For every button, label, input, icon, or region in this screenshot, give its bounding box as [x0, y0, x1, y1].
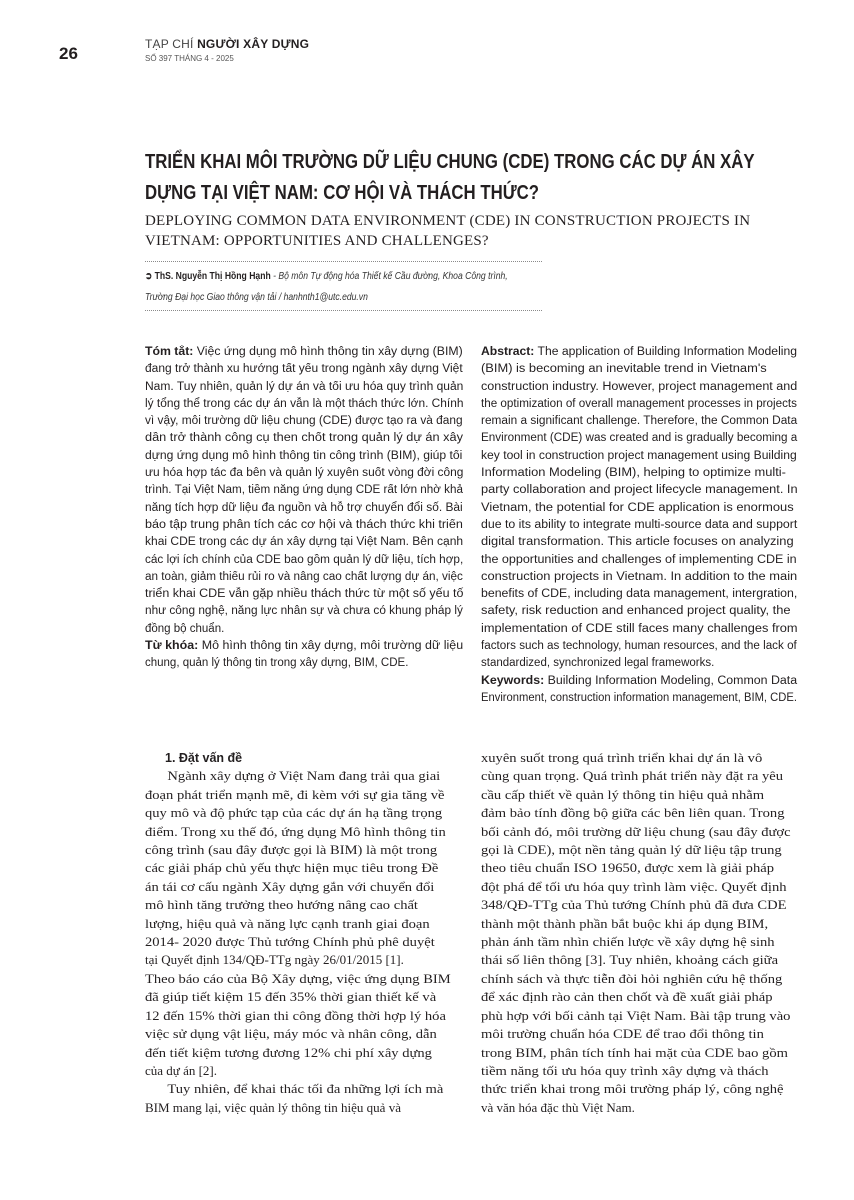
abstract-en-line: [481, 621, 833, 638]
body-right-line: thức triển khai trong môi trường pháp lý, công nghệ: [481, 1081, 784, 1097]
body-left-line: Tuy nhiên, để khai thác tối đa những lợi ích mà: [167, 1081, 444, 1097]
abstract-en-text: digital transformation. This article focuses on analyzing: [481, 536, 794, 549]
abstract-vn-line: [145, 448, 481, 465]
abstract-vn-text: Việc ứng dụng mô hình thông tin xây dựng (BIM): [193, 346, 463, 358]
body-right-line: tiềm năng tối ưu hóa quy trình xây dựng và thách: [481, 1062, 769, 1078]
abstract-vn-text: đang trở thành xu hướng tất yếu trong ngành xây dựng Việt: [145, 363, 463, 376]
journal-name: [145, 37, 309, 51]
body-right-line: môi trường chuẩn hóa CDE để trao đổi thông tin: [481, 1026, 764, 1042]
body-left-line: Theo báo cáo của Bộ Xây dựng, việc ứng dụng BIM: [145, 970, 451, 986]
body-left-line: công trình (sau đây được gọi là BIM) là một trong: [145, 842, 438, 858]
body-right-line: chính sách và thực tiễn đòi hỏi nghiên cứu hệ thống: [481, 970, 783, 986]
abstract-en-line: [481, 430, 802, 447]
abstract-vn-label: Tóm tắt:: [145, 346, 194, 358]
body-column-right: [481, 749, 797, 1117]
keywords-vn-label: Từ khóa:: [145, 640, 199, 653]
body-right-line: theo tiêu chuẩn ISO 19650, được xem là giải pháp: [481, 860, 774, 876]
abstract-en-label: Abstract:: [481, 346, 535, 358]
body-right-line: trong BIM, phân tích tính hai mặt của CDE bao gồm: [481, 1044, 788, 1060]
abstract-vn-line: [145, 344, 484, 361]
body-left-line: tại Quyết định 134/QĐ-TTg ngày 26/01/2015 [1].: [145, 952, 404, 968]
abstract-en-line: [481, 586, 819, 603]
keywords-en-label: Keywords:: [481, 674, 545, 687]
body-left-line: quy mô và độ phức tạp của các dự án hạ tầng trọng: [145, 805, 443, 821]
title-vn-line-1: TRIỂN KHAI MÔI TRƯỜNG DỮ LIỆU CHUNG (CDE) TRONG CÁC DỰ ÁN XÂY: [145, 151, 755, 173]
abstract-en-line: [481, 638, 801, 655]
abstract-en-text: the optimization of overall management processes in projects: [481, 397, 797, 410]
abstract-en-line: [481, 552, 825, 569]
body-right-line: và văn hóa đặc thù Việt Nam.: [481, 1099, 635, 1115]
abstract-en-line: [481, 655, 797, 672]
abstract-en-line: [481, 379, 826, 396]
body-right-line: phản ánh tầm nhìn chiến lược về xây dựng hệ sinh: [481, 934, 775, 950]
keywords-en-text: Building Information Modeling, Common Data: [544, 674, 798, 687]
body-right-line: xuyên suốt trong quá trình triển khai dự án là vô: [481, 750, 763, 765]
abstract-vn-text: dựng ứng dụng mô hình thông tin công trình (BIM), giúp tối: [145, 449, 463, 462]
abstract-en-text: the opportunities and challenges of implementing CDE in: [481, 553, 797, 566]
author-bottom-divider: [145, 310, 542, 311]
body-right-line: 348/QĐ-TTg của Thủ tướng Chính phủ đã đưa CDE: [481, 897, 787, 913]
abstract-vn-line: [145, 361, 477, 378]
body-left-line: 2014- 2020 được Thủ tướng Chính phủ phê duyệt: [145, 934, 435, 950]
body-left-line: mô hình tăng trưởng theo hướng nâng cao chất: [145, 897, 418, 913]
abstract-en-line: [481, 534, 835, 551]
abstract-vn: [145, 344, 463, 673]
abstract-en-line: [481, 517, 819, 534]
abstract-en-line: [481, 465, 835, 482]
keywords-en-text: Environment, construction information management, BIM, CDE.: [481, 691, 797, 704]
abstract-vn-text: khai CDE trong các dự án xây dựng tại Việt Nam. Bên cạnh: [145, 536, 464, 549]
title-en-line-1: DEPLOYING COMMON DATA ENVIRONMENT (CDE) IN CONSTRUCTION PROJECTS IN: [145, 213, 751, 229]
article-title-vn: [145, 147, 825, 209]
abstract-en-text: party collaboration and project lifecycle management. In: [481, 484, 798, 497]
abstract-en-text: construction projects in Vietnam. In addition to the main: [481, 570, 798, 583]
abstract-vn-line: [145, 517, 493, 534]
body-right-line: thái số liên thông [3]. Tuy nhiên, khoảng cách giữa: [481, 952, 779, 968]
abstract-vn-line: [145, 569, 469, 586]
keywords-vn-text: Mô hình thông tin xây dựng, môi trường dữ liệu: [198, 640, 464, 653]
body-right-line: cùng quan trọng. Quá trình phát triển này đặt ra yêu: [481, 768, 784, 784]
body-left-line: Ngành xây dựng ở Việt Nam đang trải qua giai: [167, 768, 441, 784]
body-right-line: cầu cấp thiết về quản lý thông tin hiệu quả nhằm: [481, 786, 765, 802]
abstract-en-line: [481, 482, 833, 499]
journal-prefix: TẠP CHÍ: [145, 37, 198, 51]
abstract-en-line: [481, 361, 835, 378]
abstract-vn-text: báo tập trung phân tích các cơ hội và thách thức khi triển: [145, 518, 463, 531]
author-top-divider: [145, 261, 542, 262]
abstract-en-line: [481, 413, 806, 430]
abstract-en-text: safety, risk reduction and enhanced project quality, the: [481, 605, 791, 618]
body-left-line: đã giúp tiết kiệm 15 đến 35% thời gian thiết kế và: [145, 989, 437, 1005]
body-left-line: việc sử dụng vật liệu, máy móc và nhân công, dẫn: [145, 1026, 437, 1042]
title-en-line-2: VIETNAM: OPPORTUNITIES AND CHALLENGES?: [145, 233, 489, 249]
abstract-vn-text: như công nghệ, năng lực nhân sự và chưa có khung pháp lý: [145, 605, 463, 618]
abstract-en-text: construction industry. However, project management and: [481, 380, 798, 393]
keywords-vn-text: chung, quản lý thông tin trong xây dựng, BIM, CDE.: [145, 657, 409, 670]
abstract-vn-text: lý tổng thể trong các dự án vẫn là một thách thức lớn. Chính: [145, 397, 464, 410]
author-block: [145, 266, 545, 308]
body-right-line: để xác định rào cản then chốt và đề xuất giải pháp: [481, 989, 773, 1005]
abstract-vn-text: vì vậy, môi trường dữ liệu chung (CDE) được tạo ra và đang: [145, 415, 463, 428]
body-left-line: của dự án [2].: [145, 1062, 218, 1078]
abstract-en-line: [481, 396, 801, 413]
abstract-vn-line: [145, 534, 478, 551]
body-right-line: bối cảnh đó, môi trường dữ liệu chung (sau đây được: [481, 823, 791, 839]
abstract-en-text: due to its ability to integrate multi-source data and support: [481, 518, 798, 531]
body-right-line: thành một thành phần bắt buộc khi áp dụng BIM,: [481, 915, 769, 931]
body-right-line: phù hợp với bối cảnh tại Việt Nam. Bài tập trung vào: [481, 1007, 791, 1023]
abstract-vn-line: [145, 482, 467, 499]
abstract-en-line: [481, 569, 835, 586]
abstract-en-text: implementation of CDE still faces many challenges from: [481, 622, 798, 635]
abstract-vn-text: các lợi ích chính của CDE bao gồm quản lý dữ liệu, tích hợp,: [145, 553, 464, 566]
abstract-en-text: standardized, synchronized legal frameworks.: [481, 657, 715, 670]
abstract-vn-line: [145, 413, 473, 430]
body-left-line: 12 đến 15% thời gian thi công đồng thời hợp lý hóa: [145, 1007, 446, 1023]
body-left-line: các giải pháp chủ yếu thực hiện mục tiêu trong Đề: [145, 860, 439, 876]
abstract-vn-line: [145, 586, 490, 603]
abstract-vn-line: [145, 603, 472, 620]
abstract-vn-text: dần trở thành công cụ then chốt trong quản lý dự án xây: [145, 432, 463, 445]
abstract-vn-line: [145, 396, 474, 413]
abstract-vn-line: [145, 500, 474, 517]
abstract-vn-text: năng tích hợp dữ liệu đa nguồn và hỗ trợ chuyển đổi số. Bài: [145, 501, 463, 514]
page-number: 26: [59, 44, 78, 63]
abstract-en-line: [481, 603, 835, 620]
abstract-vn-line: [145, 379, 478, 396]
abstract-en-text: Environment (CDE) was created and is gradually becoming a: [481, 432, 798, 445]
author-arrow-icon: ➲: [145, 271, 153, 282]
author-name: ThS. Nguyễn Thị Hồng Hạnh: [154, 271, 271, 282]
article-title-en: [145, 211, 805, 251]
abstract-vn-text: triển khai CDE vẫn gặp nhiều thách thức từ một số yếu tố: [145, 588, 464, 601]
abstract-en: [481, 344, 797, 707]
abstract-en-text: factors such as technology, human resources, and the lack of: [481, 640, 797, 653]
body-column-left: [145, 749, 461, 1117]
issue-info: SỐ 397 THÁNG 4 - 2025: [145, 54, 234, 63]
author-affiliation-line-2: Trường Đại học Giao thông vận tải / hanhnth1@utc.edu.vn: [145, 292, 368, 303]
abstract-en-line: [481, 344, 815, 361]
author-affiliation-line-1: - Bộ môn Tự động hóa Thiết kế Cầu đường, Khoa Công trình,: [270, 271, 508, 282]
abstract-vn-text: trình. Tại Việt Nam, tiềm năng ứng dụng CDE rất lớn nhờ khả: [145, 484, 463, 497]
abstract-en-text: Information Modeling (BIM), helping to optimize multi-: [481, 467, 786, 480]
abstract-vn-line: [145, 621, 463, 638]
keywords-vn-line: [145, 638, 489, 655]
body-left-line: đến tiết kiệm tương đương 12% chi phí xây dựng: [145, 1044, 432, 1060]
body-left-line: BIM mang lại, việc quản lý thông tin hiệu quả và: [145, 1099, 401, 1115]
journal-title: NGƯỜI XÂY DỰNG: [197, 37, 310, 51]
abstract-en-line: [481, 500, 835, 517]
abstract-vn-text: an toàn, giảm thiểu rủi ro và nâng cao chất lượng dự án, việc: [145, 570, 463, 583]
body-left-line: đoạn phát triển mạnh mẽ, đi kèm với sự gia tăng về: [145, 786, 445, 802]
abstract-en-text: benefits of CDE, including data management, intergration,: [481, 588, 798, 601]
abstract-vn-line: [145, 465, 474, 482]
body-right-line: gọi là CDE), một nền tảng quản lý dữ liệu tập trung: [481, 842, 782, 858]
body-left-line: điểm. Trong xu thế đó, ứng dụng Mô hình thông tin: [145, 823, 446, 839]
body-left-line: án tái cơ cấu ngành Xây dựng gắn với chuyển đổi: [145, 878, 435, 894]
abstract-en-text: The application of Building Information Modeling: [534, 346, 797, 358]
body-left-line: lượng, hiệu quả và năng lực cạnh tranh giai đoạn: [145, 915, 430, 931]
abstract-vn-text: ưu hóa hợp tác đa bên và quản lý xuyên suốt vòng đời công: [145, 467, 464, 480]
title-vn-line-2: DỰNG TẠI VIỆT NAM: CƠ HỘI VÀ THÁCH THỨC?: [145, 182, 540, 204]
abstract-en-text: remain a significant challenge. Therefore, the Common Data: [481, 415, 798, 428]
abstract-en-text: Vietnam, the potential for CDE application is enormous: [481, 501, 794, 514]
abstract-vn-line: [145, 430, 497, 447]
section-heading: 1. Đặt vấn đề: [165, 751, 243, 765]
abstract-vn-text: đồng bộ chuẩn.: [145, 622, 225, 635]
abstract-en-text: key tool in construction project management using Building: [481, 449, 797, 462]
abstract-en-text: (BIM) is becoming an inevitable trend in Vietnam's: [481, 363, 767, 376]
body-right-line: đột phá để tối ưu hóa quy trình làm việc. Quyết định: [481, 878, 787, 894]
abstract-en-line: [481, 448, 814, 465]
keywords-vn-line: [145, 655, 463, 672]
body-right-line: đảm bảo tính đồng bộ giữa các bên liên quan. Trong: [481, 805, 785, 821]
keywords-en-line: [481, 673, 821, 690]
abstract-vn-line: [145, 552, 470, 569]
abstract-vn-text: Nam. Tuy nhiên, quản lý dự án và tối ưu hóa quy trình quản: [145, 380, 464, 393]
keywords-en-line: [481, 690, 797, 707]
